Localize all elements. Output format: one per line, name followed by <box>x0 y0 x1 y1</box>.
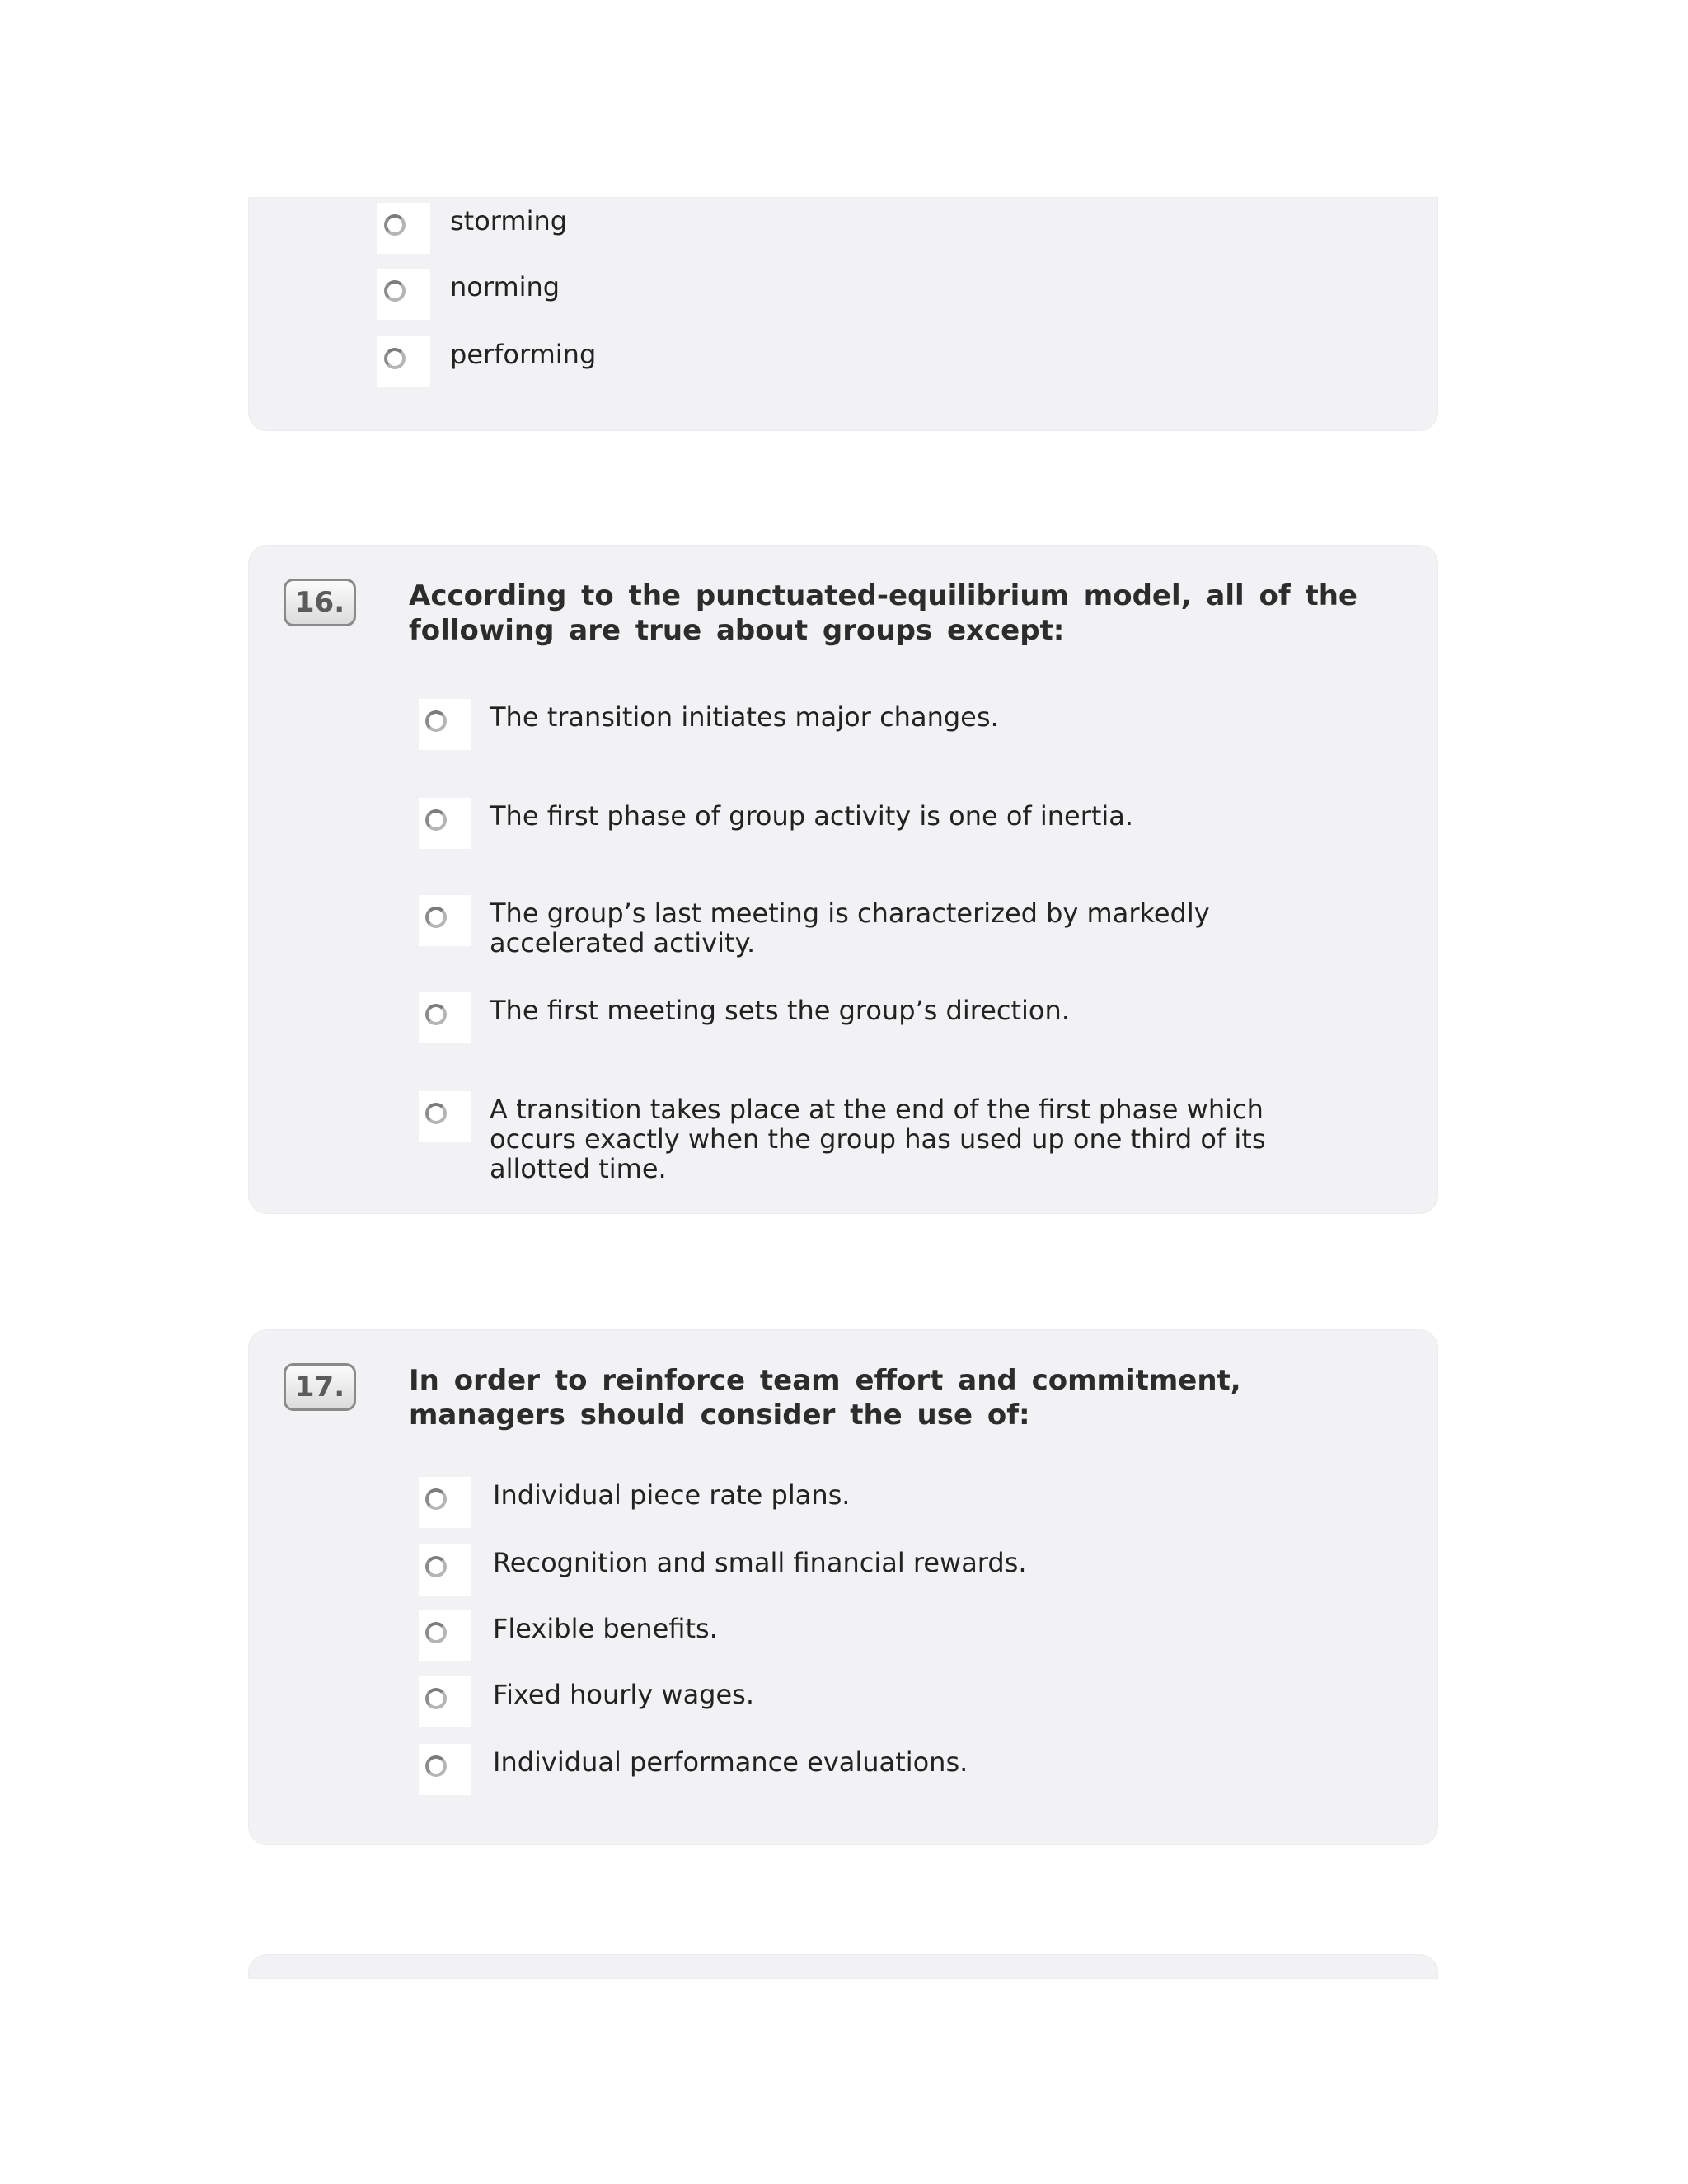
radio-button-container[interactable] <box>419 699 471 750</box>
radio-button-icon[interactable] <box>384 214 406 236</box>
answer-option-label: The group’s last meeting is characterized by markedly accelerated activity. <box>490 898 1210 958</box>
answer-option[interactable] <box>419 895 1330 958</box>
radio-button-container[interactable] <box>419 895 471 946</box>
answer-option[interactable] <box>419 992 1330 1043</box>
answer-option-label: Fixed hourly wages. <box>493 1679 755 1710</box>
radio-button-container[interactable] <box>419 992 471 1043</box>
answer-option-label: norming <box>450 271 560 302</box>
radio-button-container[interactable] <box>419 1544 471 1596</box>
question-panel-previous <box>249 198 1437 430</box>
question-panel-next <box>249 1955 1437 1978</box>
answer-option[interactable] <box>419 1610 1334 1661</box>
question-number-badge: 16. <box>284 579 356 626</box>
radio-button-icon[interactable] <box>425 1488 447 1510</box>
question-panel-16 <box>249 546 1437 1213</box>
radio-button-container[interactable] <box>419 1091 471 1142</box>
answer-option-label: The first meeting sets the group’s direction. <box>490 995 1070 1026</box>
radio-button-icon[interactable] <box>425 1103 447 1124</box>
answer-option-label: performing <box>450 339 597 370</box>
answer-option[interactable] <box>419 1091 1330 1183</box>
answer-option-label: Flexible benefits. <box>493 1613 718 1644</box>
answer-option[interactable] <box>419 1744 1334 1795</box>
answer-option-label: The transition initiates major changes. <box>490 701 999 733</box>
radio-button-icon[interactable] <box>425 907 447 928</box>
radio-button-container[interactable] <box>419 1676 471 1727</box>
answer-option[interactable] <box>419 1544 1334 1596</box>
radio-button-container[interactable] <box>377 336 430 387</box>
radio-button-icon[interactable] <box>425 1755 447 1777</box>
radio-button-icon[interactable] <box>425 1622 447 1643</box>
radio-button-container[interactable] <box>419 798 471 849</box>
question-number-badge: 17. <box>284 1363 356 1411</box>
radio-button-icon[interactable] <box>384 348 406 369</box>
answer-option[interactable] <box>419 699 1330 750</box>
radio-button-icon[interactable] <box>425 1688 447 1709</box>
answer-option-label: The first phase of group activity is one of inertia. <box>490 800 1134 832</box>
answer-option-label: A transition takes place at the end of the first phase which occurs exactly when the group has used up one third of its allotted time. <box>490 1094 1266 1184</box>
answer-option-label: Recognition and small financial rewards. <box>493 1547 1027 1578</box>
radio-button-icon[interactable] <box>425 1004 447 1025</box>
answer-option[interactable] <box>377 336 1291 387</box>
radio-button-icon[interactable] <box>425 809 447 831</box>
question-text: According to the punctuated-equilibrium model, all of the following are true about groups except: <box>409 579 1357 647</box>
radio-button-container[interactable] <box>419 1477 471 1528</box>
answer-option[interactable] <box>419 1477 1334 1528</box>
radio-button-container[interactable] <box>419 1744 471 1795</box>
answer-option-label: storming <box>450 205 568 237</box>
radio-button-icon[interactable] <box>425 1556 447 1577</box>
radio-button-container[interactable] <box>419 1610 471 1661</box>
answer-option[interactable] <box>377 203 1291 254</box>
radio-button-icon[interactable] <box>425 710 447 732</box>
answer-option[interactable] <box>419 1676 1334 1727</box>
answer-option[interactable] <box>419 798 1330 849</box>
answer-option[interactable] <box>377 269 1291 320</box>
radio-button-icon[interactable] <box>384 280 406 302</box>
question-panel-17 <box>249 1330 1437 1844</box>
radio-button-container[interactable] <box>377 269 430 320</box>
question-text: In order to reinforce team effort and commitment, managers should consider the use of: <box>409 1364 1241 1432</box>
radio-button-container[interactable] <box>377 203 430 254</box>
answer-option-label: Individual piece rate plans. <box>493 1479 851 1511</box>
answer-option-label: Individual performance evaluations. <box>493 1746 968 1778</box>
